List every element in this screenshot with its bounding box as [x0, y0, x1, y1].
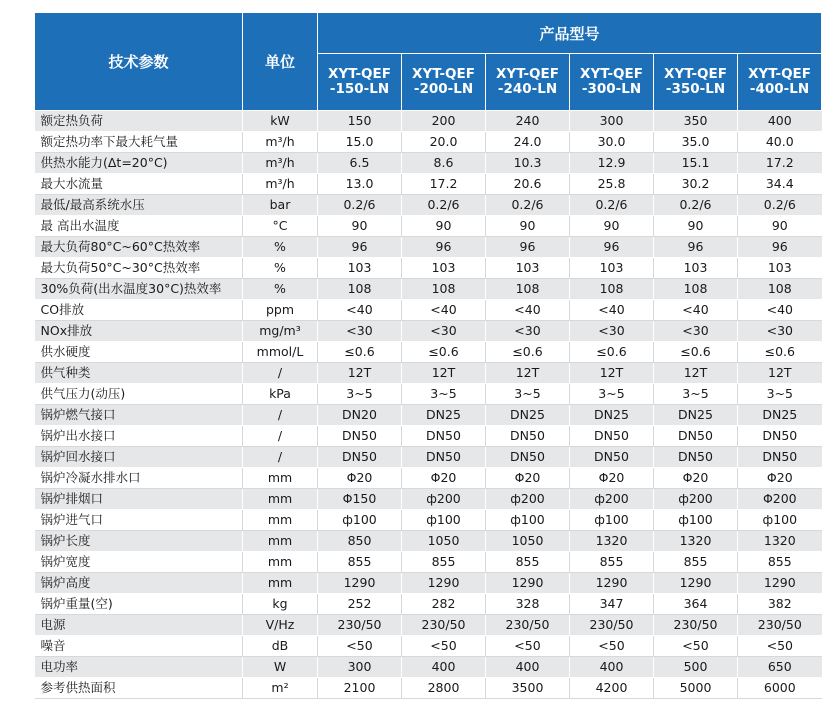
value-cell: DN20: [318, 405, 402, 426]
value-cell: Φ20: [486, 468, 570, 489]
table-row: [35, 615, 822, 636]
model-name-line2: -200-LN: [413, 81, 474, 97]
value-cell: 3~5: [318, 384, 402, 405]
value-cell: 3~5: [486, 384, 570, 405]
value-cell: DN50: [318, 426, 402, 447]
value-cell: DN50: [570, 447, 654, 468]
spec-table: [34, 12, 822, 699]
value-cell: 3~5: [738, 384, 822, 405]
value-cell: 400: [402, 657, 486, 678]
value-cell: 328: [486, 594, 570, 615]
value-cell: 1290: [654, 573, 738, 594]
unit-cell: m²: [243, 678, 318, 699]
value-cell: 15.0: [318, 132, 402, 153]
model-name-line1: XYT-QEF: [412, 66, 475, 82]
table-row: [35, 216, 822, 237]
value-cell: 1290: [486, 573, 570, 594]
value-cell: 13.0: [318, 174, 402, 195]
unit-cell: dB: [243, 636, 318, 657]
table-row: [35, 153, 822, 174]
value-cell: ≤0.6: [738, 342, 822, 363]
value-cell: 35.0: [654, 132, 738, 153]
model-name-line1: XYT-QEF: [580, 66, 643, 82]
param-cell: 锅炉回水接口: [35, 447, 243, 468]
value-cell: <50: [402, 636, 486, 657]
unit-cell: m³/h: [243, 153, 318, 174]
table-row: [35, 237, 822, 258]
value-cell: ф100: [486, 510, 570, 531]
param-cell: 额定热功率下最大耗气量: [35, 132, 243, 153]
model-header-2: [402, 54, 486, 111]
table-row: [35, 195, 822, 216]
value-cell: 34.4: [738, 174, 822, 195]
value-cell: 12T: [654, 363, 738, 384]
value-cell: Φ20: [318, 468, 402, 489]
value-cell: 8.6: [402, 153, 486, 174]
value-cell: 12T: [486, 363, 570, 384]
value-cell: 96: [402, 237, 486, 258]
value-cell: 3~5: [402, 384, 486, 405]
value-cell: 12T: [318, 363, 402, 384]
unit-cell: mm: [243, 510, 318, 531]
param-cell: 锅炉宽度: [35, 552, 243, 573]
table-row: [35, 174, 822, 195]
unit-cell: m³/h: [243, 174, 318, 195]
value-cell: 12.9: [570, 153, 654, 174]
table-row: [35, 258, 822, 279]
value-cell: 1290: [318, 573, 402, 594]
value-cell: <40: [486, 300, 570, 321]
param-cell: 锅炉燃气接口: [35, 405, 243, 426]
value-cell: 0.2/6: [402, 195, 486, 216]
value-cell: 90: [402, 216, 486, 237]
value-cell: <30: [654, 321, 738, 342]
value-cell: <30: [318, 321, 402, 342]
value-cell: 1290: [570, 573, 654, 594]
value-cell: 230/50: [486, 615, 570, 636]
value-cell: 2100: [318, 678, 402, 699]
table-row: [35, 678, 822, 699]
value-cell: DN50: [486, 426, 570, 447]
param-cell: 电功率: [35, 657, 243, 678]
unit-cell: kW: [243, 111, 318, 132]
unit-cell: mm: [243, 489, 318, 510]
table-row: [35, 132, 822, 153]
value-cell: 230/50: [402, 615, 486, 636]
unit-cell: bar: [243, 195, 318, 216]
value-cell: 347: [570, 594, 654, 615]
unit-cell: /: [243, 426, 318, 447]
unit-cell: W: [243, 657, 318, 678]
value-cell: <40: [402, 300, 486, 321]
value-cell: DN50: [654, 447, 738, 468]
value-cell: 1050: [402, 531, 486, 552]
value-cell: 40.0: [738, 132, 822, 153]
unit-cell: mm: [243, 531, 318, 552]
model-header-6: [738, 54, 822, 111]
model-name-line2: -300-LN: [581, 81, 642, 97]
value-cell: 6.5: [318, 153, 402, 174]
value-cell: Φ200: [738, 489, 822, 510]
unit-cell: kPa: [243, 384, 318, 405]
value-cell: 30.0: [570, 132, 654, 153]
table-row: [35, 405, 822, 426]
value-cell: 6000: [738, 678, 822, 699]
value-cell: 108: [738, 279, 822, 300]
unit-cell: mg/m³: [243, 321, 318, 342]
value-cell: 90: [318, 216, 402, 237]
unit-cell: mm: [243, 468, 318, 489]
value-cell: 17.2: [402, 174, 486, 195]
value-cell: ≤0.6: [402, 342, 486, 363]
value-cell: 90: [486, 216, 570, 237]
value-cell: 12T: [402, 363, 486, 384]
value-cell: 25.8: [570, 174, 654, 195]
unit-cell: ppm: [243, 300, 318, 321]
table-row: [35, 552, 822, 573]
value-cell: 855: [570, 552, 654, 573]
table-row: [35, 447, 822, 468]
model-header-1: [318, 54, 402, 111]
value-cell: 96: [738, 237, 822, 258]
table-row: [35, 489, 822, 510]
table-row: [35, 111, 822, 132]
value-cell: <50: [570, 636, 654, 657]
value-cell: 30.2: [654, 174, 738, 195]
unit-cell: V/Hz: [243, 615, 318, 636]
param-cell: 锅炉高度: [35, 573, 243, 594]
value-cell: 1290: [402, 573, 486, 594]
value-cell: <50: [738, 636, 822, 657]
value-cell: 855: [318, 552, 402, 573]
value-cell: <30: [570, 321, 654, 342]
value-cell: 90: [570, 216, 654, 237]
value-cell: 230/50: [654, 615, 738, 636]
value-cell: ф200: [486, 489, 570, 510]
unit-column-header: 单位: [243, 13, 318, 111]
table-row: [35, 510, 822, 531]
value-cell: ф100: [570, 510, 654, 531]
value-cell: 17.2: [738, 153, 822, 174]
table-row: [35, 636, 822, 657]
param-cell: 锅炉出水接口: [35, 426, 243, 447]
param-cell: 最大负荷80°C~60°C热效率: [35, 237, 243, 258]
value-cell: Φ150: [318, 489, 402, 510]
value-cell: 1050: [486, 531, 570, 552]
value-cell: 1320: [570, 531, 654, 552]
value-cell: 1320: [654, 531, 738, 552]
value-cell: ф200: [402, 489, 486, 510]
param-cell: 锅炉重量(空): [35, 594, 243, 615]
value-cell: DN50: [570, 426, 654, 447]
value-cell: <30: [738, 321, 822, 342]
unit-cell: mmol/L: [243, 342, 318, 363]
value-cell: 1290: [738, 573, 822, 594]
value-cell: 90: [654, 216, 738, 237]
value-cell: ф100: [654, 510, 738, 531]
unit-cell: /: [243, 447, 318, 468]
table-row: [35, 342, 822, 363]
value-cell: DN50: [738, 447, 822, 468]
value-cell: 103: [738, 258, 822, 279]
param-cell: 供水硬度: [35, 342, 243, 363]
table-row: [35, 657, 822, 678]
model-name-line1: XYT-QEF: [748, 66, 811, 82]
value-cell: <50: [318, 636, 402, 657]
value-cell: ≤0.6: [570, 342, 654, 363]
table-header: [35, 13, 822, 111]
value-cell: 108: [654, 279, 738, 300]
value-cell: ≤0.6: [486, 342, 570, 363]
param-cell: 噪音: [35, 636, 243, 657]
param-cell: CO排放: [35, 300, 243, 321]
value-cell: 12T: [570, 363, 654, 384]
model-name-line1: XYT-QEF: [496, 66, 559, 82]
param-cell: 锅炉长度: [35, 531, 243, 552]
value-cell: <40: [570, 300, 654, 321]
value-cell: 20.6: [486, 174, 570, 195]
value-cell: 90: [738, 216, 822, 237]
unit-cell: %: [243, 279, 318, 300]
value-cell: 103: [654, 258, 738, 279]
unit-cell: mm: [243, 573, 318, 594]
value-cell: ф200: [654, 489, 738, 510]
model-name-line2: -240-LN: [497, 81, 558, 97]
unit-cell: °C: [243, 216, 318, 237]
param-cell: 参考供热面积: [35, 678, 243, 699]
value-cell: 3500: [486, 678, 570, 699]
unit-cell: kg: [243, 594, 318, 615]
value-cell: DN25: [402, 405, 486, 426]
value-cell: 103: [318, 258, 402, 279]
param-cell: 额定热负荷: [35, 111, 243, 132]
value-cell: DN25: [486, 405, 570, 426]
value-cell: 300: [570, 111, 654, 132]
value-cell: 1320: [738, 531, 822, 552]
model-group-header: 产品型号: [318, 13, 822, 54]
table-row: [35, 279, 822, 300]
param-column-header: 技术参数: [35, 13, 243, 111]
value-cell: 230/50: [570, 615, 654, 636]
value-cell: 0.2/6: [318, 195, 402, 216]
value-cell: 230/50: [318, 615, 402, 636]
value-cell: 108: [402, 279, 486, 300]
value-cell: DN25: [570, 405, 654, 426]
value-cell: DN50: [738, 426, 822, 447]
table-row: [35, 468, 822, 489]
unit-cell: %: [243, 258, 318, 279]
value-cell: <40: [654, 300, 738, 321]
unit-cell: m³/h: [243, 132, 318, 153]
value-cell: 650: [738, 657, 822, 678]
value-cell: ≤0.6: [654, 342, 738, 363]
value-cell: <30: [402, 321, 486, 342]
value-cell: 10.3: [486, 153, 570, 174]
value-cell: <50: [486, 636, 570, 657]
model-name-line1: XYT-QEF: [664, 66, 727, 82]
value-cell: 240: [486, 111, 570, 132]
value-cell: 2800: [402, 678, 486, 699]
table-row: [35, 426, 822, 447]
table-row: [35, 300, 822, 321]
value-cell: 855: [738, 552, 822, 573]
model-header-4: [570, 54, 654, 111]
value-cell: 0.2/6: [738, 195, 822, 216]
param-cell: NOx排放: [35, 321, 243, 342]
table-row: [35, 321, 822, 342]
value-cell: 108: [570, 279, 654, 300]
value-cell: 15.1: [654, 153, 738, 174]
value-cell: 5000: [654, 678, 738, 699]
table-body: [35, 111, 822, 699]
value-cell: 20.0: [402, 132, 486, 153]
value-cell: 103: [570, 258, 654, 279]
value-cell: DN50: [402, 426, 486, 447]
unit-cell: /: [243, 405, 318, 426]
param-cell: 最大水流量: [35, 174, 243, 195]
value-cell: 364: [654, 594, 738, 615]
value-cell: <40: [738, 300, 822, 321]
value-cell: 500: [654, 657, 738, 678]
value-cell: 855: [654, 552, 738, 573]
model-name-line2: -350-LN: [665, 81, 726, 97]
value-cell: 400: [738, 111, 822, 132]
unit-cell: mm: [243, 552, 318, 573]
table-row: [35, 573, 822, 594]
value-cell: DN50: [402, 447, 486, 468]
value-cell: 3~5: [570, 384, 654, 405]
value-cell: 252: [318, 594, 402, 615]
value-cell: <40: [318, 300, 402, 321]
value-cell: 230/50: [738, 615, 822, 636]
value-cell: ≤0.6: [318, 342, 402, 363]
model-name-line2: -400-LN: [749, 81, 810, 97]
value-cell: 4200: [570, 678, 654, 699]
value-cell: 0.2/6: [486, 195, 570, 216]
value-cell: ф200: [570, 489, 654, 510]
value-cell: 96: [654, 237, 738, 258]
table-row: [35, 384, 822, 405]
value-cell: 400: [486, 657, 570, 678]
model-name-line1: XYT-QEF: [328, 66, 391, 82]
param-cell: 最低/最高系统水压: [35, 195, 243, 216]
model-header-5: [654, 54, 738, 111]
value-cell: DN50: [318, 447, 402, 468]
value-cell: 108: [486, 279, 570, 300]
value-cell: 108: [318, 279, 402, 300]
value-cell: 103: [402, 258, 486, 279]
value-cell: ф100: [402, 510, 486, 531]
param-cell: 最大负荷50°C~30°C热效率: [35, 258, 243, 279]
value-cell: Φ20: [654, 468, 738, 489]
value-cell: DN25: [654, 405, 738, 426]
value-cell: DN25: [738, 405, 822, 426]
value-cell: Φ20: [402, 468, 486, 489]
value-cell: 12T: [738, 363, 822, 384]
param-cell: 供气种类: [35, 363, 243, 384]
value-cell: 350: [654, 111, 738, 132]
value-cell: ф100: [738, 510, 822, 531]
param-cell: 供热水能力(Δt=20°C): [35, 153, 243, 174]
value-cell: 0.2/6: [654, 195, 738, 216]
param-cell: 供气压力(动压): [35, 384, 243, 405]
value-cell: DN50: [654, 426, 738, 447]
value-cell: Φ20: [738, 468, 822, 489]
value-cell: <30: [486, 321, 570, 342]
table-row: [35, 363, 822, 384]
value-cell: 3~5: [654, 384, 738, 405]
value-cell: <50: [654, 636, 738, 657]
unit-cell: /: [243, 363, 318, 384]
unit-cell: %: [243, 237, 318, 258]
value-cell: 855: [402, 552, 486, 573]
value-cell: 850: [318, 531, 402, 552]
value-cell: 150: [318, 111, 402, 132]
value-cell: 382: [738, 594, 822, 615]
model-name-line2: -150-LN: [329, 81, 390, 97]
value-cell: 400: [570, 657, 654, 678]
model-header-3: [486, 54, 570, 111]
param-cell: 30%负荷(出水温度30°C)热效率: [35, 279, 243, 300]
value-cell: 300: [318, 657, 402, 678]
value-cell: Φ20: [570, 468, 654, 489]
param-cell: 最 高出水温度: [35, 216, 243, 237]
value-cell: 282: [402, 594, 486, 615]
value-cell: 96: [486, 237, 570, 258]
value-cell: 103: [486, 258, 570, 279]
value-cell: 200: [402, 111, 486, 132]
param-cell: 锅炉进气口: [35, 510, 243, 531]
value-cell: 96: [318, 237, 402, 258]
value-cell: 96: [570, 237, 654, 258]
param-cell: 锅炉排烟口: [35, 489, 243, 510]
param-cell: 锅炉冷凝水排水口: [35, 468, 243, 489]
param-cell: 电源: [35, 615, 243, 636]
table-row: [35, 594, 822, 615]
value-cell: 24.0: [486, 132, 570, 153]
value-cell: ф100: [318, 510, 402, 531]
value-cell: 855: [486, 552, 570, 573]
value-cell: 0.2/6: [570, 195, 654, 216]
table-row: [35, 531, 822, 552]
value-cell: DN50: [486, 447, 570, 468]
